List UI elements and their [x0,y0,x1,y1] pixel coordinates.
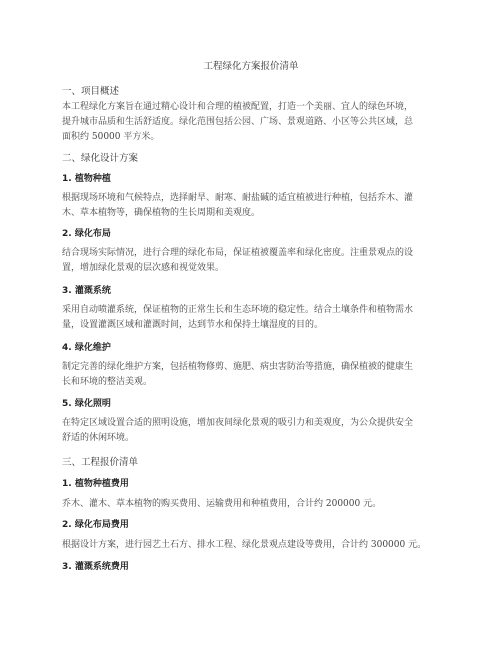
quote-item-paragraph [62,538,442,553]
quote-item-title: 2. 绿化布局费用 [62,520,129,530]
section-heading-overview: 一、项目概述 [62,86,120,97]
paragraph-line: 采用自动喷灌系统，保证植物的正常生长和生态环境的稳定性。结合土壤条件和植物需水 [62,305,414,315]
design-item-paragraph [62,191,442,221]
overview-paragraph [62,100,442,145]
paragraph-line: 木、草本植物等，确保植物的生长周期和美观度。 [62,208,261,218]
paragraph-line: 根据现场环境和气候特点，选择耐旱、耐寒、耐盐碱的适宜植被进行种植，包括乔木、灌 [62,193,414,203]
paragraph-line: 本工程绿化方案旨在通过精心设计和合理的植被配置，打造一个美丽、宜人的绿色环境， [62,102,414,112]
design-item-paragraph [62,303,442,333]
paragraph-line: 乔木、灌木、草本植物的购买费用、运输费用和种植费用，合计约 200000 元。 [62,499,382,509]
design-item-paragraph [62,246,442,276]
design-item-paragraph [62,416,442,446]
paragraph-line: 长和环境的整洁美观。 [62,377,153,387]
paragraph-line: 面积约 50000 平方米。 [62,132,160,142]
design-item-title: 3. 灌溉系统 [62,286,111,296]
paragraph-line: 在特定区域设置合适的照明设施，增加夜间绿化景观的吸引力和美观度，为公众提供安全 [62,418,414,428]
paragraph-line: 结合现场实际情况，进行合理的绿化布局，保证植被覆盖率和绿化密度。注重景观点的设 [62,248,414,258]
paragraph-line: 量，设置灌溉区域和灌溉时间，达到节水和保持土壤湿度的目的。 [62,320,324,330]
paragraph-line: 根据设计方案，进行园艺土石方、排水工程、绿化景观点建设等费用，合计约 300000 元。 [62,540,427,550]
paragraph-line: 制定完善的绿化维护方案，包括植物修剪、施肥、病虫害防治等措施，确保植被的健康生 [62,362,414,372]
design-item-title: 2. 绿化布局 [62,229,111,239]
design-item-title: 4. 绿化维护 [62,343,111,353]
section-heading-quote: 三、工程报价清单 [62,457,139,468]
paragraph-line: 置，增加绿化景观的层次感和视觉效果。 [62,263,225,273]
section-heading-design: 二、绿化设计方案 [62,153,139,164]
paragraph-line: 提升城市品质和生活舒适度。绿化范围包括公园、广场、景观道路、小区等公共区域，总 [62,117,414,127]
quote-item-title: 1. 植物种植费用 [62,479,129,489]
design-item-paragraph [62,360,442,390]
design-item-title: 5. 绿化照明 [62,399,111,409]
quote-item-title: 3. 灌溉系统费用 [62,562,129,572]
quote-item-paragraph [62,497,442,512]
design-item-title: 1. 植物种植 [62,174,111,184]
paragraph-line: 舒适的休闲环境。 [62,433,135,443]
document-title: 工程绿化方案报价清单 [203,61,299,72]
